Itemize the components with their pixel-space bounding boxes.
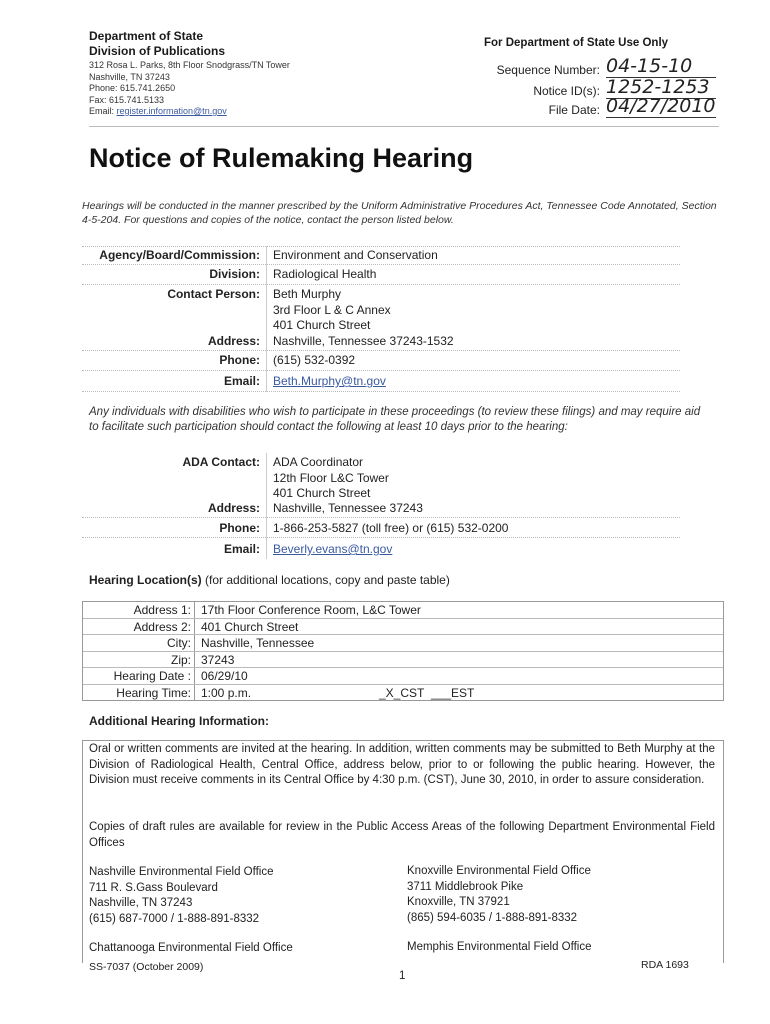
email-line xyxy=(89,106,290,118)
address-line: Nashville, TN 37243 xyxy=(89,71,170,82)
row-line xyxy=(82,370,680,371)
table-row xyxy=(83,668,723,685)
memphis-office-name: Memphis Environmental Field Office xyxy=(407,941,592,953)
hearing-location-heading xyxy=(89,573,450,587)
table-value: 1:00 p.m. xyxy=(201,685,252,700)
table-value: 401 Church Street xyxy=(201,619,299,634)
table-value: 06/29/10 xyxy=(201,669,248,683)
row-line xyxy=(82,391,680,392)
table-col-sep xyxy=(194,635,195,651)
table-label: Address 2: xyxy=(133,619,191,634)
office-line: (865) 594-6035 / 1-888-891-8332 xyxy=(407,911,578,924)
table-value: 37243 xyxy=(201,652,235,667)
notice-id-value: 1252-1253 xyxy=(606,76,716,99)
address-line: 401 Church Street xyxy=(273,318,371,332)
address-line: Phone: 615.741.2650 xyxy=(89,83,176,93)
email-cell xyxy=(273,374,386,389)
header-divider xyxy=(89,126,719,127)
department-name xyxy=(89,29,225,59)
disability-note: Any individuals with disabilities who wish to participate in these proceedings (to review these filings) and may require aid to facilitate such participation should contact the following at least 10 days prior to the hearing: xyxy=(89,406,701,433)
hearing-location-table xyxy=(82,601,724,701)
contact-email-link[interactable]: Beth.Murphy@tn.gov xyxy=(273,374,386,388)
table-col-sep xyxy=(194,668,195,684)
office-line: Knoxville, TN 37921 xyxy=(407,896,510,908)
table-col-sep xyxy=(194,602,195,618)
office-line: (615) 687-7000 / 1-888-891-8332 xyxy=(89,912,260,925)
table-row xyxy=(83,635,723,652)
row-line xyxy=(82,264,680,265)
additional-info-heading: Additional Hearing Information: xyxy=(89,714,269,728)
row-line xyxy=(82,350,680,351)
table-row xyxy=(83,652,723,669)
ada-phone-label: Phone: xyxy=(219,521,260,535)
contact-person-label: Contact Person: xyxy=(167,287,260,301)
notice-id-label: Notice ID(s): xyxy=(533,84,600,98)
email-label: Email: xyxy=(223,374,260,388)
sequence-label: Sequence Number: xyxy=(496,63,600,77)
table-label: City: xyxy=(167,636,191,650)
dept-line-2: Division of Publications xyxy=(89,44,226,58)
ada-address-value: Nashville, Tennessee 37243 xyxy=(273,501,423,515)
table-row xyxy=(83,685,723,701)
table-row xyxy=(83,602,723,619)
email-link[interactable]: register.information@tn.gov xyxy=(116,106,227,116)
table-label: Hearing Date : xyxy=(113,669,191,683)
office-line: 711 R. S.Gass Boulevard xyxy=(89,881,218,894)
division-label: Division: xyxy=(209,267,260,281)
address-line: 12th Floor L&C Tower xyxy=(273,471,389,485)
table-value: 17th Floor Conference Room, L&C Tower xyxy=(201,603,421,617)
dept-line-1: Department of State xyxy=(89,29,204,43)
table-value: Nashville, Tennessee xyxy=(201,636,315,650)
table-label: Hearing Time: xyxy=(116,685,191,700)
table-label: Zip: xyxy=(170,652,191,667)
office-line: Nashville, TN 37243 xyxy=(89,897,193,909)
agency-value: Environment and Conservation xyxy=(273,248,438,262)
ada-phone-value: 1-866-253-5827 (toll free) or (615) 532-0200 xyxy=(273,521,509,535)
hearing-location-note: (for additional locations, copy and paste table) xyxy=(201,573,450,587)
row-line xyxy=(82,517,680,518)
ada-contact-label: ADA Contact: xyxy=(182,455,260,469)
est-option: ___EST xyxy=(431,685,475,700)
ada-address-label: Address: xyxy=(207,501,260,515)
ada-contact-value: ADA Coordinator xyxy=(273,455,364,469)
table-col-sep xyxy=(194,619,195,635)
table-label: Address 1: xyxy=(133,603,191,617)
comments-paragraph: Oral or written comments are invited at the hearing. In addition, written comments may be submitted to Beth Murphy at the Division of Radiological Health, Central Office, address below, prior to or following the public hearing. However, the Division must receive comments in its Central Office by 4:30 p.m. (CST), June 30, 2010, in order to assure consideration. xyxy=(89,743,715,786)
row-line xyxy=(82,537,680,538)
rda-number: RDA 1693 xyxy=(641,959,689,971)
office-name: Nashville Environmental Field Office xyxy=(89,866,274,878)
intro-text: Hearings will be conducted in the manner prescribed by the Uniform Administrative Procedures Act, Tennessee Code Annotated, Section 4-5-204. For questions and copies of the notice, contact the person listed below. xyxy=(82,200,717,226)
state-use-only-heading: For Department of State Use Only xyxy=(484,37,669,49)
address-line: 401 Church Street xyxy=(273,486,371,500)
email-label: Email: xyxy=(89,106,117,116)
address-value: Nashville, Tennessee 37243-1532 xyxy=(273,334,454,348)
ada-email-link[interactable]: Beverly.evans@tn.gov xyxy=(273,542,393,556)
hearing-location-title: Hearing Location(s) xyxy=(89,573,202,587)
address-line: 3rd Floor L & C Annex xyxy=(273,303,391,317)
nashville-office xyxy=(89,865,274,927)
page-title: Notice of Rulemaking Hearing xyxy=(89,143,474,173)
address-line: Fax: 615.741.5133 xyxy=(89,94,165,105)
table-row xyxy=(83,619,723,636)
form-number: SS-7037 (October 2009) xyxy=(89,961,204,973)
division-value: Radiological Health xyxy=(273,267,377,281)
draft-rules-paragraph: Copies of draft rules are available for review in the Public Access Areas of the following Department Environmental Field Offices xyxy=(89,821,715,849)
table-col-sep xyxy=(194,652,195,668)
ada-email-label: Email: xyxy=(223,542,260,556)
sequence-value: 04-15-10 xyxy=(606,55,716,78)
agency-label: Agency/Board/Commission: xyxy=(99,248,260,262)
file-date-label: File Date: xyxy=(548,103,600,117)
office-name: Knoxville Environmental Field Office xyxy=(407,865,591,877)
table-col-sep xyxy=(194,685,195,701)
department-address xyxy=(89,60,290,118)
address-label: Address: xyxy=(207,334,260,348)
chattanooga-office-name: Chattanooga Environmental Field Office xyxy=(89,942,293,954)
knoxville-office xyxy=(407,864,591,926)
row-line xyxy=(82,284,680,285)
ada-email-cell xyxy=(273,542,392,557)
row-line xyxy=(82,246,680,247)
cst-option: _X_CST xyxy=(379,685,425,700)
phone-value: (615) 532-0392 xyxy=(273,353,356,367)
address-line: 312 Rosa L. Parks, 8th Floor Snodgrass/TN Tower xyxy=(89,60,290,70)
office-line: 3711 Middlebrook Pike xyxy=(407,880,524,893)
ada-divider xyxy=(266,453,267,559)
phone-label: Phone: xyxy=(219,353,260,367)
page-number: 1 xyxy=(399,970,406,982)
contact-person-value: Beth Murphy xyxy=(273,287,342,301)
file-date-value: 04/27/2010 xyxy=(606,95,716,117)
